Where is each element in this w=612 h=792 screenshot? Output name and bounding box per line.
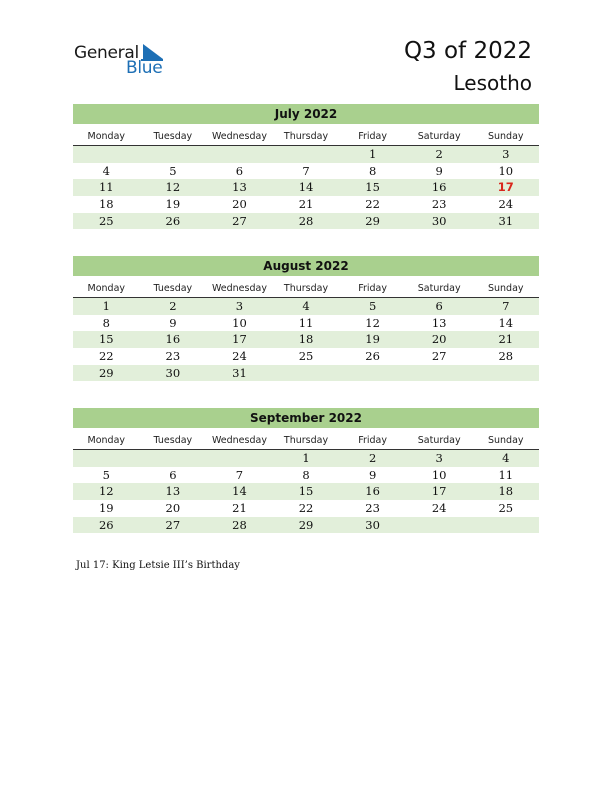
day-cell: 5 (368, 299, 377, 313)
day-cell: 5 (102, 467, 110, 482)
day-cell: 23 (165, 349, 181, 364)
month-title: July 2022 (73, 104, 539, 124)
month-title: September 2022 (73, 408, 539, 428)
day-cell: 24 (232, 349, 247, 364)
day-cell: 24 (431, 501, 447, 516)
holiday-note: Jul 17: King Letsie III’s Birthday (76, 560, 240, 571)
day-cell (472, 365, 539, 382)
week-row (73, 365, 539, 382)
day-cell: 10 (498, 163, 514, 178)
month-july (73, 104, 539, 229)
day-cell: 19 (98, 501, 114, 516)
weekday-header-row (73, 432, 539, 450)
week-row (73, 298, 539, 315)
day-cell: 16 (165, 332, 181, 347)
day-cell: 26 (98, 517, 114, 532)
day-cell: 8 (102, 315, 110, 330)
day-cell (73, 146, 140, 163)
day-cell: 26 (165, 213, 181, 228)
weekday-label: Wednesday (211, 283, 267, 294)
week-row (73, 179, 539, 196)
day-cell: 30 (165, 365, 181, 380)
day-cell: 21 (232, 501, 247, 516)
day-cell: 6 (235, 163, 244, 178)
day-cell (273, 146, 340, 163)
day-cell (140, 450, 207, 467)
week-row (73, 163, 539, 180)
day-cell: 7 (302, 163, 310, 178)
day-cell: 4 (102, 163, 110, 178)
day-cell: 5 (169, 163, 177, 178)
day-cell: 2 (169, 299, 177, 313)
day-cell: 27 (165, 517, 181, 532)
day-cell: 11 (498, 467, 514, 482)
week-row (73, 315, 539, 332)
day-cell: 28 (498, 349, 514, 364)
holiday-day-cell: 17 (497, 180, 514, 195)
day-cell: 3 (502, 147, 510, 161)
day-cell: 19 (165, 197, 181, 212)
day-cell: 9 (169, 315, 177, 330)
day-cell: 14 (298, 180, 314, 195)
month-september (73, 408, 539, 533)
weekday-label: Wednesday (211, 131, 267, 142)
weekday-label: Monday (87, 283, 126, 294)
day-cell: 3 (435, 451, 443, 465)
day-cell: 23 (365, 501, 380, 516)
day-cell: 14 (498, 315, 514, 330)
day-cell: 10 (232, 315, 247, 330)
day-cell: 16 (365, 484, 380, 499)
day-cell (472, 517, 539, 534)
day-cell: 21 (498, 332, 514, 347)
day-cell: 15 (298, 484, 314, 499)
day-cell: 22 (298, 501, 314, 516)
day-cell: 31 (232, 365, 247, 380)
day-cell: 19 (365, 332, 380, 347)
day-cell: 25 (298, 349, 314, 364)
page-subtitle: Lesotho (453, 71, 532, 95)
weekday-label: Tuesday (153, 435, 193, 446)
day-cell: 14 (232, 484, 247, 499)
week-row (73, 196, 539, 213)
day-cell: 6 (435, 299, 443, 313)
brand-logo (74, 43, 184, 79)
day-cell: 18 (98, 197, 114, 212)
weekday-label: Saturday (417, 131, 461, 142)
day-cell: 29 (298, 517, 314, 532)
weekday-header-row (73, 128, 539, 146)
day-cell: 29 (98, 365, 114, 380)
day-cell: 18 (498, 484, 514, 499)
day-cell (273, 365, 340, 382)
day-cell: 12 (165, 180, 181, 195)
weekday-label: Sunday (487, 283, 524, 294)
day-cell: 17 (232, 332, 247, 347)
day-cell: 30 (431, 213, 447, 228)
day-cell: 2 (435, 147, 443, 161)
day-cell: 11 (98, 180, 114, 195)
weekday-label: Thursday (283, 435, 329, 446)
day-cell: 27 (431, 349, 447, 364)
week-row (73, 483, 539, 500)
weekday-label: Friday (358, 283, 387, 294)
month-title: August 2022 (73, 256, 539, 276)
day-cell: 15 (98, 332, 114, 347)
weekday-label: Tuesday (153, 131, 193, 142)
day-cell: 29 (365, 213, 380, 228)
weekday-label: Sunday (487, 435, 524, 446)
weekday-header-row (73, 280, 539, 298)
weekday-label: Tuesday (153, 283, 193, 294)
day-cell: 25 (498, 501, 514, 516)
page-title: Q3 of 2022 (403, 38, 532, 64)
day-cell: 22 (365, 197, 380, 212)
day-cell (406, 365, 473, 382)
day-cell: 17 (431, 484, 447, 499)
day-cell: 18 (298, 332, 314, 347)
week-row (73, 500, 539, 517)
day-cell: 25 (98, 213, 114, 228)
day-cell: 16 (431, 180, 447, 195)
day-cell: 4 (502, 451, 510, 465)
week-row (73, 348, 539, 365)
holiday-notes (76, 560, 240, 571)
day-cell: 21 (298, 197, 314, 212)
day-cell: 7 (235, 467, 244, 482)
day-cell: 27 (232, 213, 247, 228)
day-cell (406, 517, 473, 534)
day-cell: 20 (165, 501, 181, 516)
day-cell: 13 (232, 180, 247, 195)
day-cell: 28 (232, 517, 247, 532)
day-cell: 26 (365, 349, 380, 364)
month-august (73, 256, 539, 381)
weekday-label: Friday (358, 131, 387, 142)
day-cell: 1 (368, 147, 377, 161)
day-cell: 1 (302, 451, 310, 465)
week-row (73, 213, 539, 230)
weekday-label: Saturday (417, 435, 461, 446)
logo-general-text: General (74, 43, 139, 63)
day-cell: 1 (102, 299, 110, 313)
day-cell: 4 (302, 299, 310, 313)
day-cell (339, 365, 406, 382)
week-row (73, 517, 539, 534)
weekday-label: Thursday (283, 131, 329, 142)
day-cell: 8 (368, 163, 377, 178)
week-row (73, 450, 539, 467)
day-cell: 13 (431, 315, 447, 330)
weekday-label: Sunday (487, 131, 524, 142)
day-cell: 8 (302, 467, 310, 482)
day-cell: 12 (98, 484, 114, 499)
day-cell: 28 (298, 213, 314, 228)
week-row (73, 467, 539, 484)
day-cell (140, 146, 207, 163)
weekday-label: Wednesday (211, 435, 267, 446)
day-cell: 13 (165, 484, 181, 499)
day-cell: 22 (98, 349, 114, 364)
day-cell: 3 (235, 299, 244, 313)
logo-blue-text: Blue (126, 58, 163, 78)
day-cell: 23 (431, 197, 447, 212)
day-cell: 20 (431, 332, 447, 347)
day-cell: 20 (232, 197, 247, 212)
week-row (73, 146, 539, 163)
day-cell (206, 146, 273, 163)
day-cell: 6 (169, 467, 177, 482)
day-cell: 12 (365, 315, 380, 330)
day-cell: 31 (498, 213, 514, 228)
day-cell: 15 (365, 180, 380, 195)
day-cell (206, 450, 273, 467)
day-cell: 7 (502, 299, 510, 313)
week-row (73, 331, 539, 348)
day-cell: 30 (365, 517, 380, 532)
day-cell (73, 450, 140, 467)
weekday-label: Saturday (417, 283, 461, 294)
weekday-label: Thursday (283, 283, 329, 294)
day-cell: 24 (498, 197, 514, 212)
day-cell: 10 (431, 467, 447, 482)
weekday-label: Friday (358, 435, 387, 446)
weekday-label: Monday (87, 131, 126, 142)
day-cell: 2 (368, 451, 377, 465)
day-cell: 9 (435, 163, 443, 178)
weekday-label: Monday (87, 435, 126, 446)
day-cell: 11 (298, 315, 314, 330)
day-cell: 9 (368, 467, 377, 482)
